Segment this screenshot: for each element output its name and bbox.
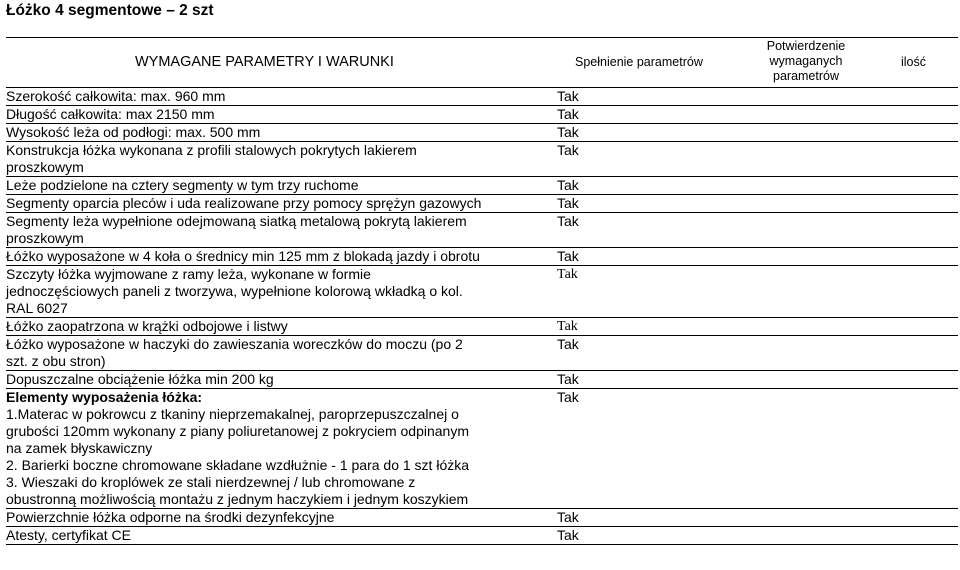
fulfillment-cell: Tak (557, 195, 579, 211)
table-row (6, 177, 958, 195)
table-row (6, 318, 958, 336)
header-fulfillment: Spełnienie parametrów (575, 55, 703, 69)
table-row (6, 527, 958, 545)
requirement-line: Wysokość leża od podłogi: max. 500 mm (6, 124, 261, 140)
requirement-line: 1.Materac w pokrowcu z tkaniny nieprzemakalnej, paroprzepuszczalnej o (6, 406, 459, 422)
requirement-line: Długość całkowita: max 2150 mm (6, 106, 215, 122)
table-row (6, 336, 958, 371)
table-row (6, 389, 958, 509)
requirement-line: grubości 120mm wykonany z piany poliuretanowej z pokryciem odpinanym (6, 423, 470, 439)
requirement-line: 2. Barierki boczne chromowane składane wzdłużnie - 1 para do 1 szt łóżka (6, 457, 470, 473)
table-body (6, 88, 958, 545)
requirement-cell (6, 124, 546, 141)
requirement-line: obustronną możliwością montażu z jednym haczykiem i jednym koszykiem (6, 491, 469, 507)
requirement-line: Dopuszczalne obciążenie łóżka min 200 kg (6, 371, 274, 387)
header-requirements: WYMAGANE PARAMETRY I WARUNKI (135, 54, 394, 70)
table-header (6, 37, 958, 88)
fulfillment-cell: Tak (557, 389, 579, 405)
requirement-line: Atesty, certyfikat CE (6, 527, 131, 543)
fulfillment-cell: Tak (557, 106, 579, 122)
header-quantity: ilość (901, 55, 927, 69)
requirement-cell (6, 177, 546, 194)
requirement-line: szt. z obu stron) (6, 353, 106, 369)
header-confirmation: Potwierdzenie wymaganych parametrów (766, 39, 846, 83)
table-row (6, 142, 958, 177)
page-title: Łóżko 4 segmentowe – 2 szt (6, 2, 214, 19)
requirement-cell (6, 88, 546, 105)
requirement-line: proszkowym (6, 230, 84, 246)
requirement-line: Łóżko zaopatrzona w krążki odbojowe i listwy (6, 318, 288, 334)
requirement-line: Łóżko wyposażone w 4 koła o średnicy min 125 mm z blokadą jazdy i obrotu (6, 248, 480, 264)
fulfillment-cell: Tak (557, 527, 579, 543)
requirement-line: jednoczęściowych paneli z tworzywa, wypełnione kolorową wkładką o kol. (6, 283, 463, 299)
fulfillment-cell: Tak (557, 213, 579, 229)
table-row (6, 213, 958, 248)
section-heading: Elementy wyposażenia łóżka: (6, 389, 203, 405)
table-row (6, 266, 958, 318)
table-row (6, 371, 958, 389)
table-row (6, 106, 958, 124)
fulfillment-cell: Tak (557, 336, 579, 352)
parameters-table (6, 37, 958, 545)
requirement-line: Segmenty oparcia pleców i uda realizowane przy pomocy sprężyn gazowych (6, 195, 482, 211)
requirement-line: Powierzchnie łóżka odporne na środki dezynfekcyjne (6, 509, 335, 525)
requirement-cell (6, 389, 546, 508)
fulfillment-cell: Tak (557, 177, 579, 193)
table-row (6, 195, 958, 213)
table-row (6, 509, 958, 527)
requirement-line: Szczyty łóżka wyjmowane z ramy leża, wykonane w formie (6, 266, 371, 282)
requirement-cell (6, 336, 546, 370)
fulfillment-cell: Tak (557, 371, 579, 387)
requirement-cell (6, 142, 546, 176)
fulfillment-cell: Tak (557, 124, 579, 140)
requirement-cell (6, 248, 546, 265)
table-row (6, 248, 958, 266)
requirement-line: Leże podzielone na cztery segmenty w tym trzy ruchome (6, 177, 359, 193)
requirement-cell (6, 509, 546, 526)
requirement-line: proszkowym (6, 159, 84, 175)
fulfillment-cell: Tak (557, 248, 579, 264)
fulfillment-cell: Tak (557, 142, 579, 158)
table-row (6, 124, 958, 142)
table-row (6, 88, 958, 106)
requirement-cell (6, 371, 546, 388)
fulfillment-cell: Tak (557, 319, 578, 334)
fulfillment-cell: Tak (557, 267, 578, 282)
requirement-line: 3. Wieszaki do kroplówek ze stali nierdzewnej / lub chromowane z (6, 474, 416, 490)
requirement-cell (6, 318, 546, 335)
requirement-line: Łóżko wyposażone w haczyki do zawieszania woreczków do moczu (po 2 (6, 336, 463, 352)
requirement-cell (6, 195, 546, 212)
requirement-line: Segmenty leża wypełnione odejmowaną siatką metalową pokrytą lakierem (6, 213, 467, 229)
requirement-line: na zamek błyskawiczny (6, 440, 153, 456)
fulfillment-cell: Tak (557, 88, 579, 104)
requirement-cell (6, 106, 546, 123)
requirement-line: Konstrukcja łóżka wykonana z profili stalowych pokrytych lakierem (6, 142, 417, 158)
requirement-line: RAL 6027 (6, 300, 68, 316)
fulfillment-cell: Tak (557, 509, 579, 525)
requirement-cell (6, 213, 546, 247)
requirement-cell (6, 266, 546, 317)
requirement-line: Szerokość całkowita: max. 960 mm (6, 88, 226, 104)
requirement-cell (6, 527, 546, 544)
